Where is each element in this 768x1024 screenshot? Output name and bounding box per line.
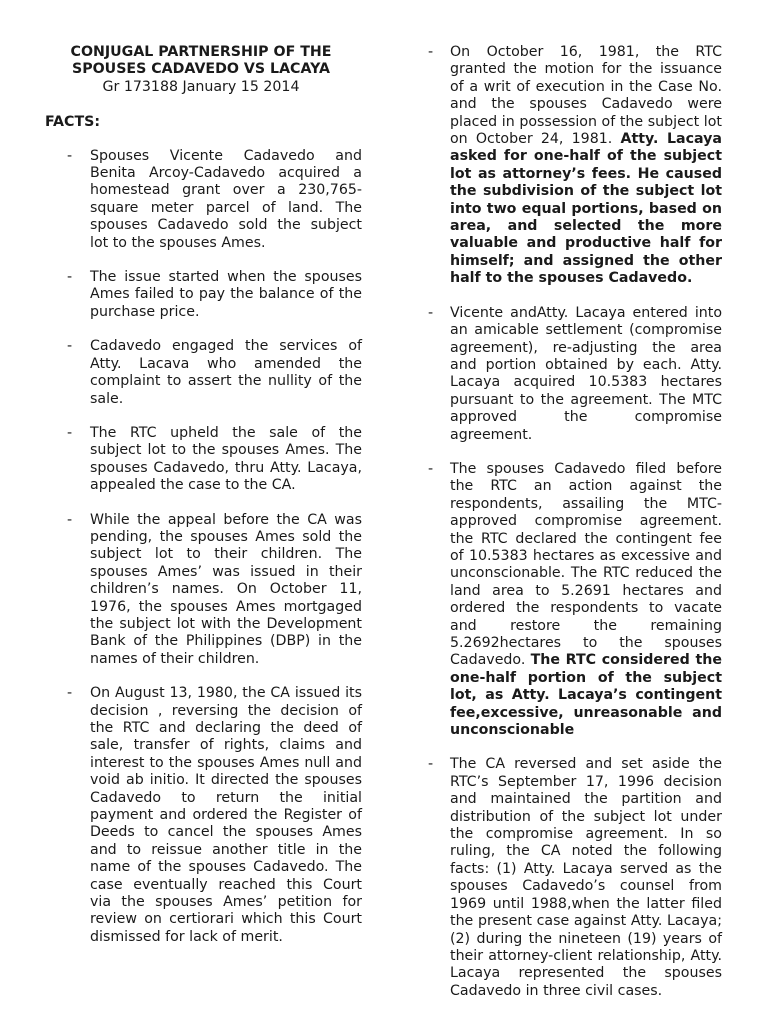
list-item [40,148,362,252]
item-text: While the appeal before the CA was pending, the spouses Ames sold the subject lot to their children. The spouses Ames’ was issued in their children’s names. On October 11, 1976, the spouses Ames mortgaged the subject lot with the Development Bank of the Philippines (DBP) in the names of their children. [90,511,362,667]
bullet-dash: - [67,685,73,702]
bullet-dash: - [428,756,434,773]
bullet-dash: - [67,338,73,355]
list-item [40,269,362,321]
item-bold-text: Atty. Lacaya asked for one-half of the subject lot as attorney’s fees. He caused the subdivision of the subject lot into two equal portions, based on area, and selected the more valuable and productive half for himself; and assigned the other half to the spouses Cadavedo. [450,131,722,287]
item-text: Cadavedo engaged the services of Atty. Lacava who amended the complaint to assert the nullity of the sale. [90,338,362,407]
bullet-dash: - [67,147,73,164]
list-item [40,685,362,946]
right-column [428,0,722,1017]
bullet-dash: - [67,269,73,286]
bullet-dash: - [428,460,434,477]
list-item [428,461,722,740]
item-text: On October 16, 1981, the RTC granted the motion for the issuance of a writ of execution in the Case No. and the spouses Cadavedo were placed in possession of the subject lot on October 24, 1981. [450,44,722,148]
bullet-dash: - [428,304,434,321]
list-item [40,338,362,408]
list-item [428,756,722,1000]
list-item [428,305,722,444]
facts-heading: FACTS: [45,114,101,131]
bullet-dash: - [67,424,73,441]
list-item [40,512,362,669]
bullet-dash: - [428,44,434,60]
item-text: On August 13, 1980, the CA issued its decision , reversing the decision of the RTC and declaring the deed of sale, transfer of rights, claims and interest to the spouses Ames null and void ab initio. It directed the spouses Cadavedo to return the initial payment and ordered the Register of Deeds to cancel the spouses Ames and to reissue another title in the name of the spouses Cadavedo. The case eventually reached this Court via the spouses Ames’ petition for review on certiorari which this Court dismissed for lack of merit. [90,685,362,945]
item-text: The spouses Cadavedo filed before the RTC an action against the respondents, assailing the MTC-approved compromise agreement. the RTC declared the contingent fee of 10.5383 hectares as excessive and unconscionable. The RTC reduced the land area to 5.2691 hectares and ordered the respondents to vacate and restore the remaining 5.2692hectares to the spouses Cadavedo. [450,460,722,669]
bullet-dash: - [67,511,73,528]
left-column [40,0,362,963]
item-bold-text: The RTC considered the one-half portion of the subject lot, as Atty. Lacaya’s contingent fee,excessive, unreasonable and unconscionable [450,652,722,739]
item-text: The RTC upheld the sale of the subject lot to the spouses Ames. The spouses Cadavedo, thru Atty. Lacaya, appealed the case to the CA. [90,424,362,494]
item-text: Vicente andAtty. Lacaya entered into an amicable settlement (compromise agreement), re-adjusting the area and portion obtained by each. Atty. Lacaya acquired 10.5383 hectares pursuant to the agreement. The MTC approved the compromise agreement. [450,304,722,443]
item-text: Spouses Vicente Cadavedo and Benita Arcoy-Cadavedo acquired a homestead grant over a 230,765-square meter parcel of land. The spouses Cadavedo sold the subject lot to the spouses Ames. [90,147,362,251]
case-title-line-2: SPOUSES CADAVEDO VS LACAYA [72,61,330,78]
case-citation: Gr 173188 January 15 2014 [102,78,300,95]
facts-list-right [428,44,722,1000]
item-text: The CA reversed and set aside the RTC’s September 17, 1996 decision and maintained the partition and distribution of the subject lot under the compromise agreement. In so ruling, the CA noted the following facts: (1) Atty. Lacaya served as the spouses Cadavedo’s counsel from 1969 until 1988,when the latter filed the present case against Atty. Lacaya; (2) during the nineteen (19) years of their attorney-client relationship, Atty. Lacaya represented the spouses Cadavedo in three civil cases. [450,756,722,999]
case-header [40,44,362,96]
item-text: The issue started when the spouses Ames failed to pay the balance of the purchase price. [90,269,362,320]
list-item [428,44,722,288]
case-title-line-1: CONJUGAL PARTNERSHIP OF THE [70,44,332,60]
facts-list-left [40,148,362,947]
list-item [40,425,362,495]
